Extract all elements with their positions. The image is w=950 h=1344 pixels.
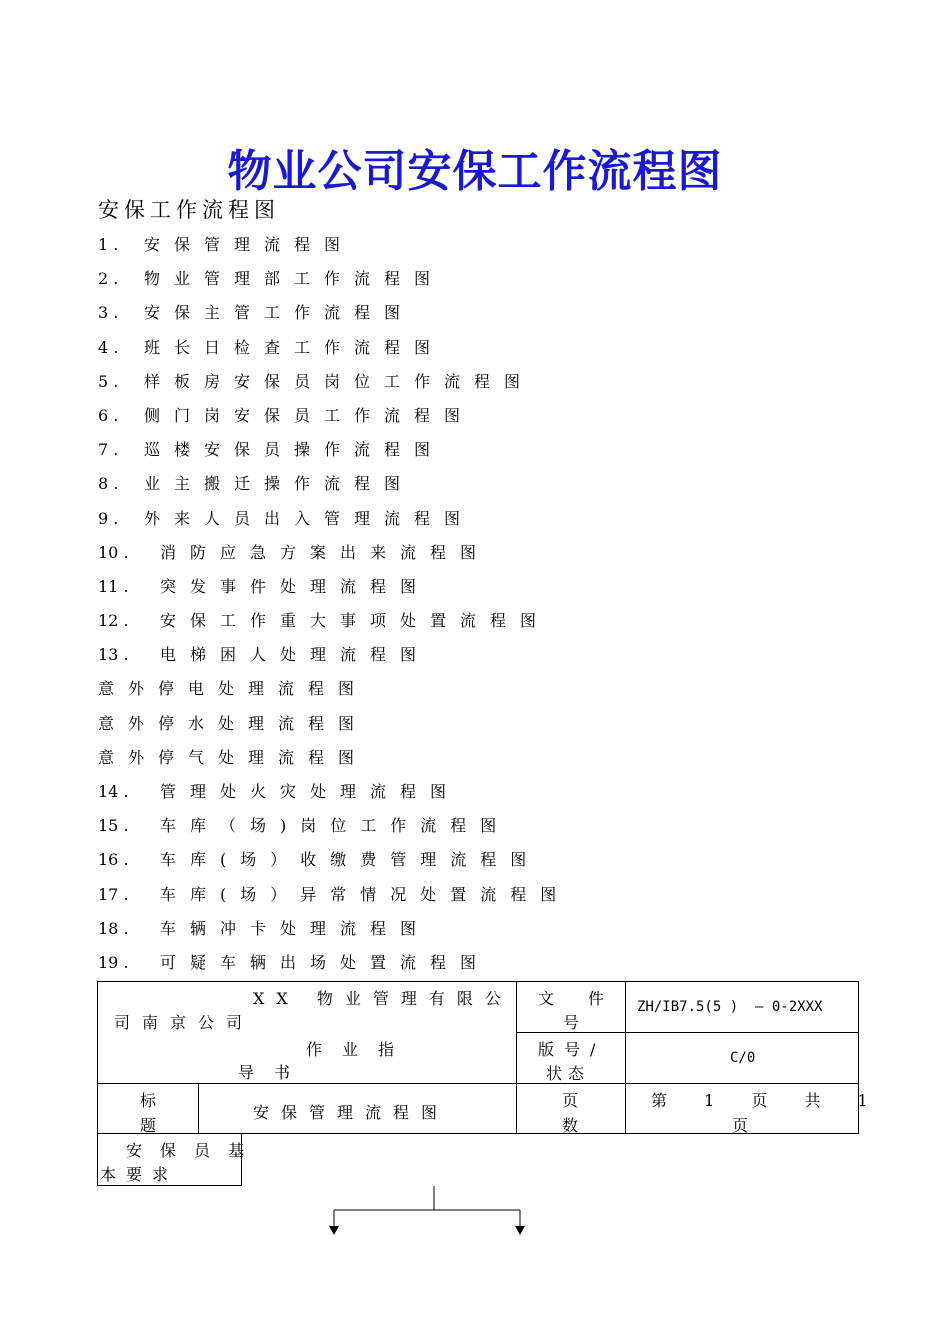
- list-item-text: 安保主管工作流程图: [144, 303, 415, 323]
- list-item-text: 可疑车辆出场处置流程图: [160, 952, 491, 972]
- list-item-number: 7 .: [98, 440, 119, 460]
- file-no-label-1: 文件: [538, 989, 639, 1008]
- list-item-number: 5 .: [98, 371, 119, 391]
- pages-value-2: 页: [732, 1116, 749, 1135]
- list-item-text: 意外停水处理流程图: [98, 713, 369, 733]
- version-value: C/0: [730, 1050, 756, 1066]
- list-item-text: 巡楼安保员操作流程图: [144, 440, 445, 460]
- section-subtitle: 安保工作流程图: [98, 198, 280, 222]
- flow-right-arrow-icon: [515, 1226, 525, 1235]
- list-item-text: 外来人员出入管理流程图: [144, 508, 475, 528]
- list-item-text: 侧门岗安保员工作流程图: [144, 405, 475, 425]
- list-item-text: 电梯困人处理流程图: [160, 645, 431, 665]
- list-item-text: 意外停电处理流程图: [98, 679, 369, 699]
- list-item-number: 15 .: [98, 816, 129, 836]
- list-item-text: 车库(场）收缴费管理流程图: [160, 850, 541, 870]
- file-no-value: ZH/IB7.5(5 ) — 0-2XXX: [637, 999, 823, 1015]
- list-item-number: 10 .: [98, 542, 129, 562]
- list-item-text: 消防应急方案出来流程图: [160, 542, 491, 562]
- list-item-text: 样板房安保员岗位工作流程图: [144, 371, 535, 391]
- list-item-text: 突发事件处理流程图: [160, 576, 431, 596]
- pages-label-2: 数: [562, 1116, 579, 1135]
- version-label-1: 版号/: [538, 1040, 606, 1059]
- list-item-number: 6 .: [98, 405, 119, 425]
- version-label-2: 状态: [546, 1064, 591, 1083]
- list-item-number: 16 .: [98, 850, 129, 870]
- list-item-text: 意外停气处理流程图: [98, 747, 369, 767]
- doc-type-line2: 导书: [238, 1063, 311, 1082]
- list-item-text: 业主搬迁操作流程图: [144, 474, 415, 494]
- list-item-text: 车库(场）异常情况处置流程图: [160, 884, 571, 904]
- list-item-text: 物业管理部工作流程图: [144, 269, 445, 289]
- list-item-text: 班长日检查工作流程图: [144, 337, 445, 357]
- list-item-number: 8 .: [98, 474, 119, 494]
- list-item-number: 14 .: [98, 782, 129, 801]
- list-item-text: 车库（场)岗位工作流程图: [160, 816, 511, 836]
- list-item-number: 11 .: [98, 576, 129, 596]
- list-item-number: 1 .: [98, 235, 119, 254]
- title-label-2: 题: [140, 1116, 157, 1135]
- requirements-line2: 本要求: [100, 1165, 179, 1184]
- list-item-number: 17 .: [98, 884, 129, 904]
- list-item-number: 19 .: [98, 952, 129, 972]
- list-item-number: 12 .: [98, 611, 129, 631]
- list-item-text: 车辆冲卡处理流程图: [160, 918, 431, 938]
- requirements-line1: 安保员基: [126, 1141, 263, 1160]
- list-item-number: 9 .: [98, 508, 119, 528]
- title-label-1: 标: [140, 1091, 157, 1110]
- pages-value-1: 第 1 页 共 1: [651, 1091, 874, 1110]
- list-item-number: 2 .: [98, 269, 119, 289]
- file-no-label-2: 号: [563, 1013, 580, 1032]
- list-item-text: 安保工作重大事项处置流程图: [160, 611, 551, 631]
- list-item-number: 4 .: [98, 337, 119, 357]
- list-item-text: 管理处火灾处理流程图: [160, 782, 461, 801]
- doc-type-line1: 作业指: [306, 1040, 415, 1059]
- list-item-number: 13 .: [98, 645, 129, 665]
- pages-label-1: 页: [562, 1091, 579, 1110]
- list-item-number: 18 .: [98, 918, 129, 938]
- list-item-number: 3 .: [98, 303, 119, 323]
- flow-left-arrow-icon: [329, 1226, 339, 1235]
- company-name-line1: XX 物业管理有限公: [253, 989, 513, 1008]
- title-value: 安保管理流程图: [253, 1103, 450, 1122]
- list-item-text: 安保管理流程图: [144, 235, 355, 254]
- document-title: 物业公司安保工作流程图: [227, 146, 723, 197]
- company-name-line2: 司南京公司: [114, 1013, 255, 1032]
